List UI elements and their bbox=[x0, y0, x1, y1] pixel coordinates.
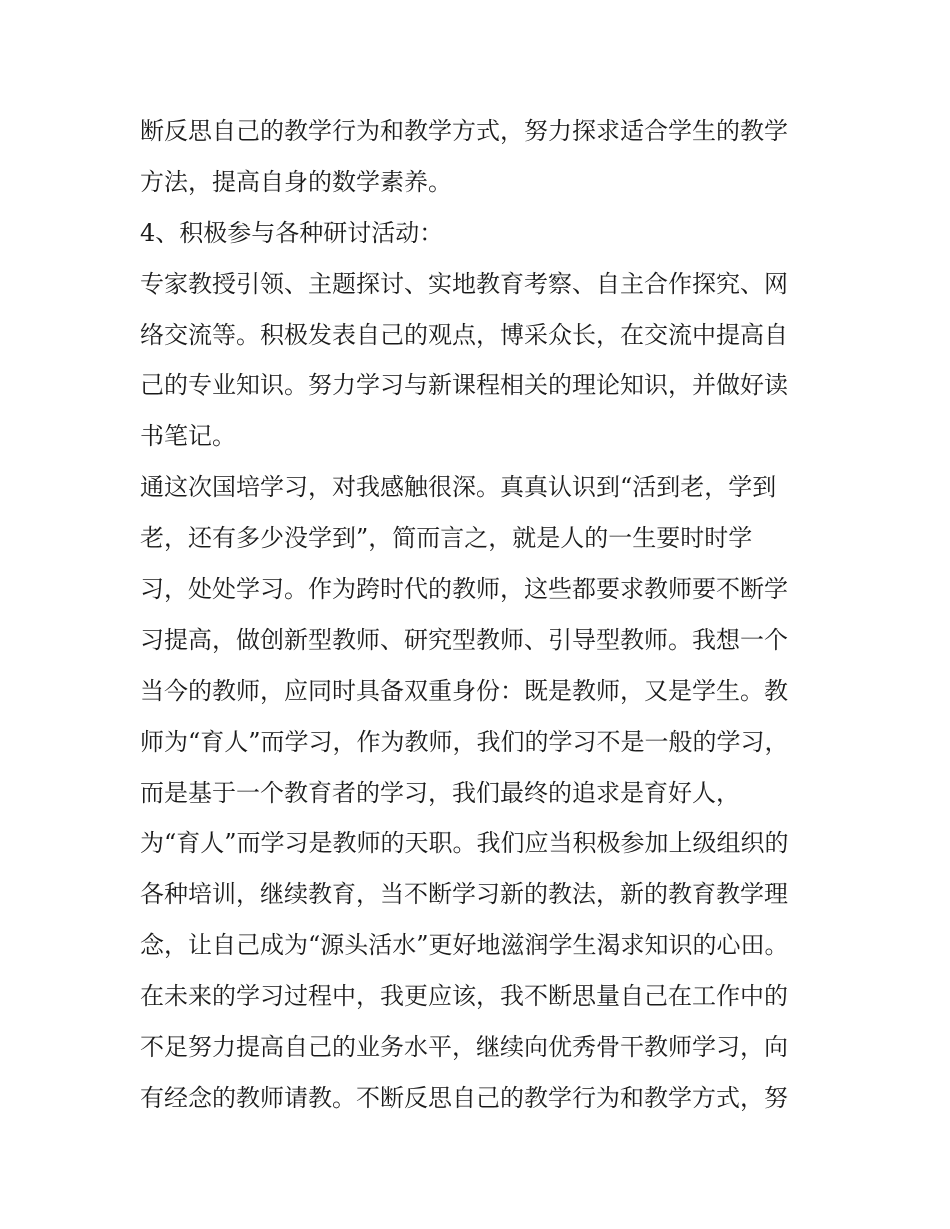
text-line: 方法，提高自身的数学素养。 bbox=[140, 167, 452, 196]
text-line: 专家教授引领、主题探讨、实地教育考察、自主合作探究、网 bbox=[140, 269, 788, 298]
text-line: 不足努力提高自己的业务水平，继续向优秀骨干教师学习，向 bbox=[140, 1033, 788, 1062]
section-heading: 4、积极参与各种研讨活动： bbox=[140, 218, 444, 247]
text-line: 己的专业知识。努力学习与新课程相关的理论知识，并做好读 bbox=[140, 371, 788, 400]
text-line: 习，处处学习。作为跨时代的教师，这些都要求教师要不断学 bbox=[140, 575, 788, 604]
text-line: 老，还有多少没学到”，简而言之，就是人的一生要时时学 bbox=[140, 524, 753, 553]
text-line: 在未来的学习过程中，我更应该，我不断思量自己在工作中的 bbox=[140, 982, 788, 1011]
text-line: 络交流等。积极发表自己的观点，博采众长，在交流中提高自 bbox=[140, 320, 788, 349]
text-line: 念，让自己成为“源头活水”更好地滋润学生渴求知识的心田。 bbox=[140, 931, 789, 960]
body-text bbox=[140, 106, 830, 1124]
text-line: 为“育人”而学习是教师的天职。我们应当积极参加上级组织的 bbox=[140, 829, 789, 858]
text-line: 通这次国培学习，对我感触很深。真真认识到“活到老，学到 bbox=[140, 473, 777, 502]
text-line: 有经念的教师请教。不断反思自己的教学行为和教学方式，努 bbox=[140, 1083, 788, 1112]
text-line: 师为“育人”而学习，作为教师，我们的学习不是一般的学习， bbox=[140, 727, 789, 756]
text-line: 而是基于一个教育者的学习，我们最终的追求是育好人， bbox=[140, 778, 740, 807]
text-line: 习提高，做创新型教师、研究型教师、引导型教师。我想一个 bbox=[140, 625, 788, 654]
text-line: 各种培训，继续教育，当不断学习新的教法，新的教育教学理 bbox=[140, 880, 788, 909]
text-line: 书笔记。 bbox=[140, 422, 236, 451]
text-line: 断反思自己的教学行为和教学方式，努力探求适合学生的教学 bbox=[140, 117, 788, 145]
text-line: 当今的教师，应同时具备双重身份：既是教师，又是学生。教 bbox=[140, 676, 788, 705]
